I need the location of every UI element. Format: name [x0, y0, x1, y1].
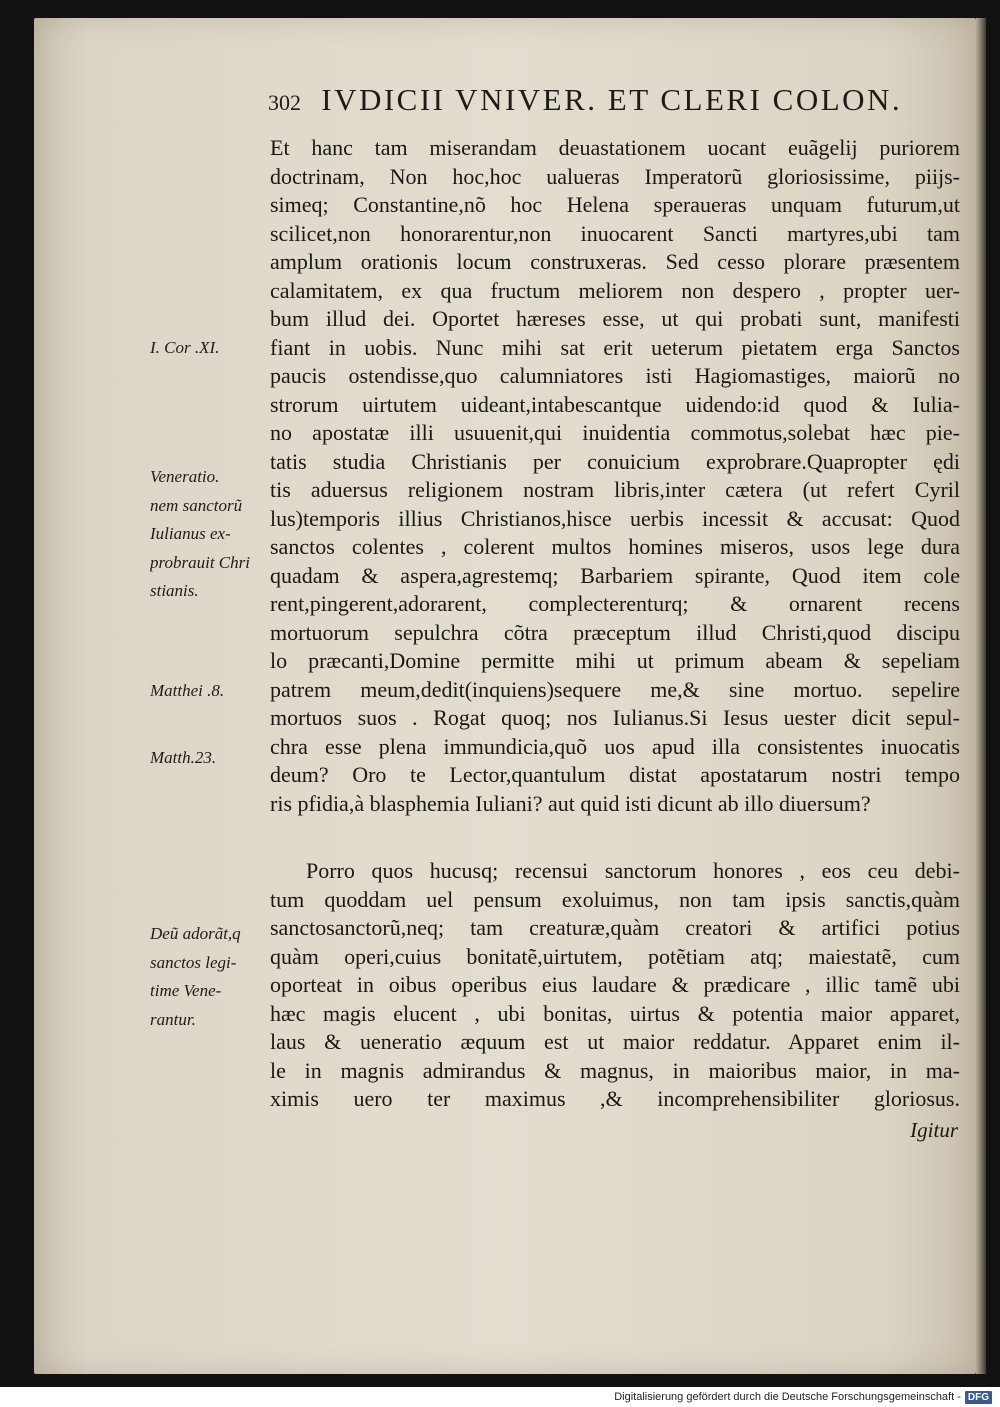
text-line: tatis studia Christianis per conuicium exprobrare.Quapropter ędi: [270, 448, 960, 474]
text-line: rent,pingerent,adorarent, complecterenturq; & ornarent recens: [270, 591, 960, 616]
page-edge: [976, 18, 986, 1374]
digitization-footer: [0, 1387, 1000, 1407]
text-line: hæc magis elucent , ubi bonitas, uirtus & potentia maior apparet,: [270, 1000, 960, 1026]
margin-note-line: probrauit Chri: [150, 552, 250, 572]
page-number: 302: [268, 90, 301, 115]
margin-note-line: Matth.23.: [150, 748, 217, 767]
text-line: lo præcanti,Domine permitte mihi ut primum abeam & sepeliam: [270, 648, 960, 673]
margin-note-cor: [150, 334, 268, 363]
margin-note-line: Matthei .8.: [150, 681, 225, 700]
margin-note-line: time Vene-: [150, 981, 222, 1000]
footer-credit: Digitalisierung gefördert durch die Deutsche Forschungsgemeinschaft -: [614, 1391, 961, 1403]
text-line: scilicet,non honorarentur,non inuocarent Sancti martyres,ubi tam: [270, 220, 960, 246]
text-line: sanctos colentes , colerent multos homines miseros, usos lege dura: [270, 534, 960, 559]
text-line: paucis ostendisse,quo calumniatores isti Hagiomastiges, maiorũ no: [270, 363, 960, 388]
paragraph-2: [270, 857, 960, 1114]
text-line: chra esse plena immundicia,quõ uos apud illa consistentes inuocatis: [270, 733, 960, 759]
text-line: calamitatem, ex qua fructum meliorem non despero , propter uer-: [270, 277, 960, 303]
margin-note-line: sanctos legi-: [150, 952, 237, 972]
dfg-logo-icon: DFG: [965, 1391, 992, 1404]
text-line: Et hanc tam miserandam deuastationem uocant euãgelij puriorem: [270, 135, 960, 160]
running-header: [268, 82, 968, 122]
text-line: tum quoddam uel pensum exoluimus, non tam ipsis sanctis,quàm: [270, 886, 960, 912]
text-line: sanctosanctorũ,neq; tam creaturæ,quàm creatori & artifici potius: [270, 915, 960, 940]
text-line: amplum orationis locum construxeras. Sed cesso plorare præsentem: [270, 249, 960, 274]
text-line: tis aduersus religionem nostram libris,inter cætera (ut refert Cyril: [270, 477, 960, 502]
paragraph-1: [270, 134, 960, 818]
text-line: fiant in uobis. Nunc mihi sat erit ueterum pietatem erga Sanctos: [270, 334, 960, 360]
text-line: ris pfidia,à blasphemia Iuliani? aut quid isti dicunt ab illo diuersum?: [270, 790, 871, 816]
margin-note-line: Veneratio.: [150, 467, 220, 486]
margin-note-line: Iulianus ex-: [150, 524, 231, 543]
text-line: patrem meum,dedit(inquiens)sequere me,& sine mortuo. sepelire: [270, 676, 960, 702]
text-line: strorum uirtutem uideant,intabescantque uidendo:id quod & Iulia-: [270, 391, 960, 417]
text-line: oporteat in oibus operibus eius laudare & prædicare , illic tamẽ ubi: [270, 972, 960, 997]
text-line: mortuorum sepulchra cõtra præceptum illud Christi,quod discipu: [270, 619, 960, 645]
text-line: no apostatæ illi usuuenit,qui inuidentia commotus,solebat hæc pie-: [270, 420, 960, 445]
text-line: le in magnis admirandus & magnus, in maioribus maior, in ma-: [270, 1057, 960, 1083]
margin-note-matthaei: [150, 677, 268, 706]
margin-note-line: stianis.: [150, 581, 199, 600]
text-line: ximis uero ter maximus ,& incomprehensibiliter gloriosus.: [270, 1086, 960, 1111]
text-line: mortuos suos . Rogat quoq; nos Iulianus.Si Iesus uester dicit sepul-: [270, 705, 960, 730]
margin-note-line: nem sanctorũ: [150, 495, 243, 515]
margin-note-line: I. Cor .XI.: [150, 338, 220, 357]
margin-note-veneratio: [150, 463, 268, 606]
text-line: laus & ueneratio æquum est ut maior reddatur. Apparet enim il-: [270, 1029, 960, 1054]
running-title: IVDICII VNIVER. ET CLERI COLON.: [321, 82, 903, 117]
text-line: bum illud dei. Oportet hæreses esse, ut qui probati sunt, manifesti: [270, 306, 960, 331]
text-line: Porro quos hucusq; recensui sanctorum honores , eos ceu debi-: [306, 858, 960, 883]
margin-note-line: Deũ adorãt,q: [150, 924, 241, 943]
margin-note-deum: [150, 920, 268, 1034]
text-line: doctrinam, Non hoc,hoc ualueras Imperatorũ gloriosissime, piĳs-: [270, 163, 960, 189]
text-line: quadam & aspera,agrestemq; Barbariem spirante, Quod item cole: [270, 562, 960, 588]
text-line: quàm operi,cuius bonitatẽ,uirtutem, potẽtiam atq; maiestatẽ, cum: [270, 943, 960, 969]
text-line: lus)temporis illius Christianos,hisce uerbis incessit & accusat: Quod: [270, 505, 960, 531]
text-line: simeq; Constantine,nõ hoc Helena speraueras unquam futurum,ut: [270, 192, 960, 217]
catchword: Igitur: [910, 1118, 958, 1142]
margin-note-line: rantur.: [150, 1009, 196, 1029]
margin-note-matth23: [150, 744, 268, 773]
text-line: deum? Oro te Lector,quantulum distat apostatarum nostri tempo: [270, 762, 960, 787]
